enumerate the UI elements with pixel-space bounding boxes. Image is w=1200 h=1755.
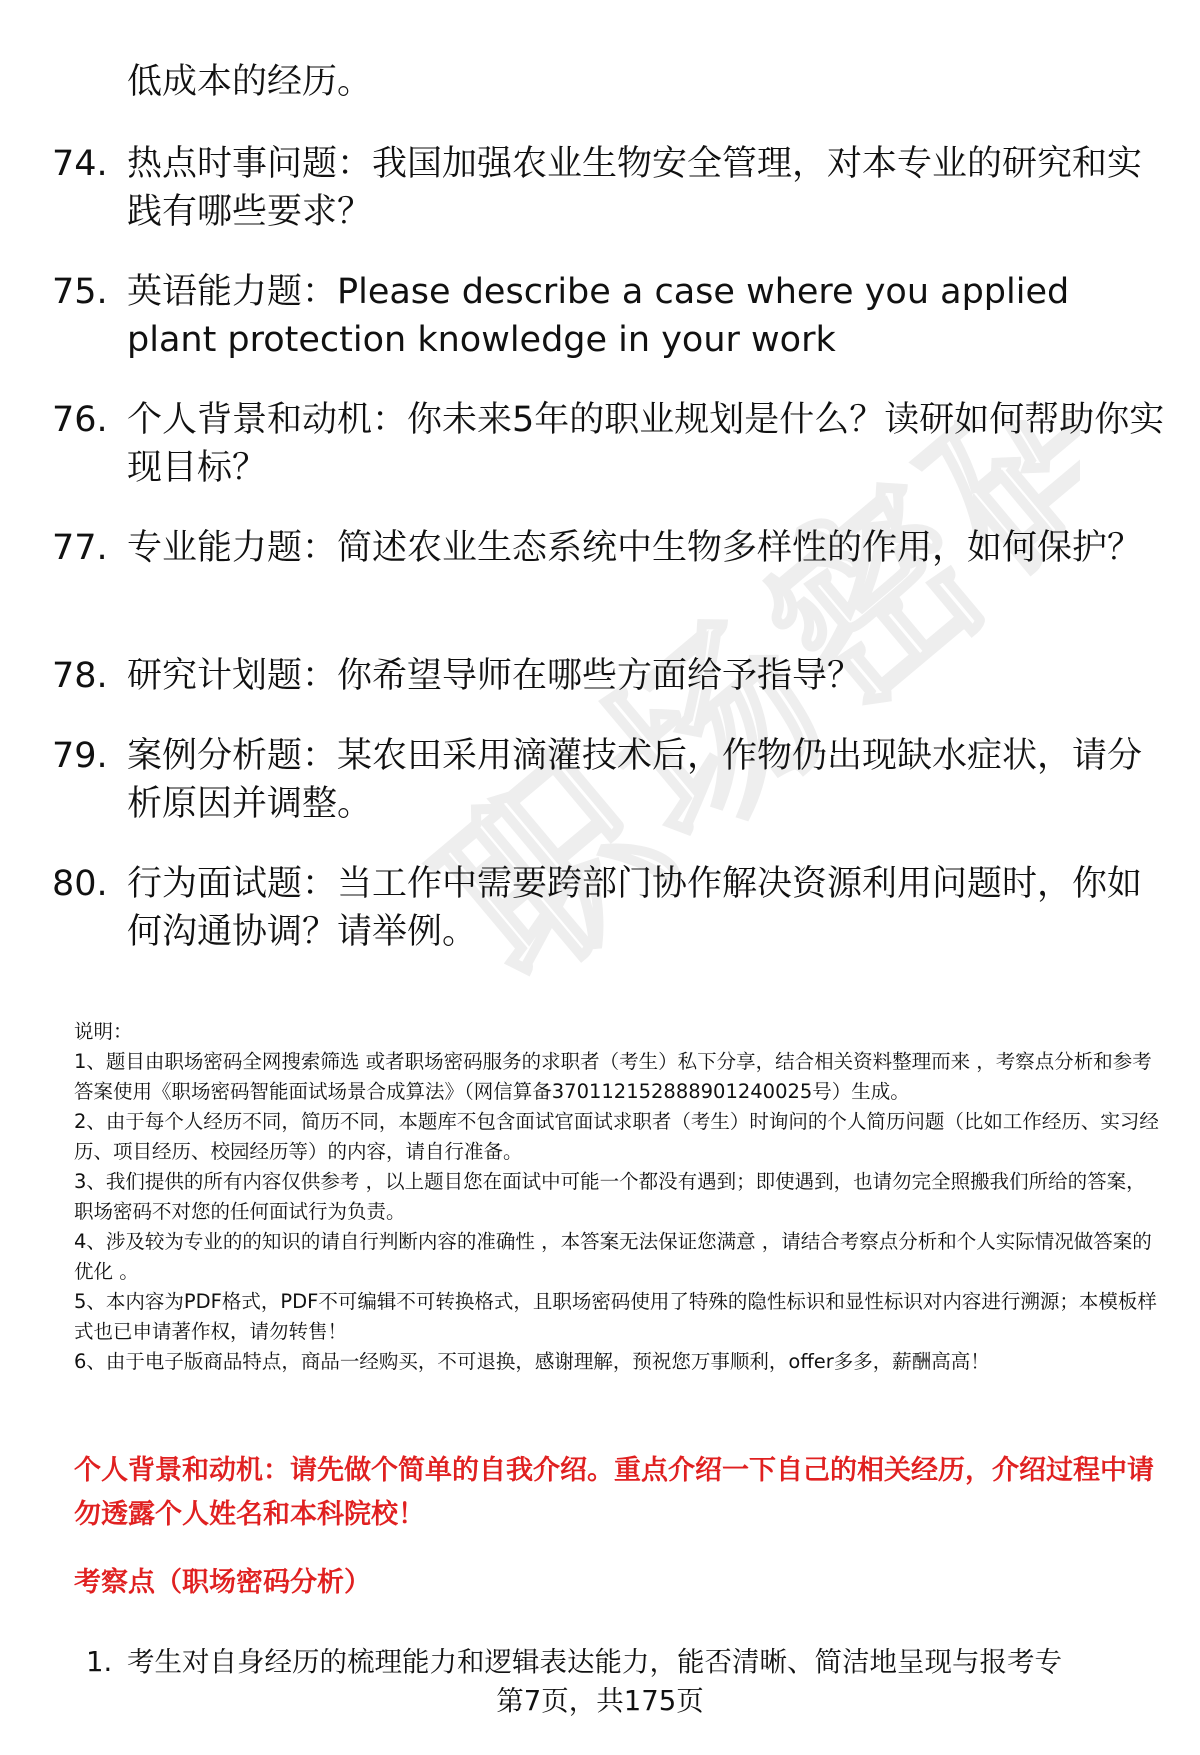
question-item — [0, 524, 1200, 620]
section-heading: 个人背景和动机：请先做个简单的自我介绍。重点介绍一下自己的相关经历，介绍过程中请勿透露个人姓名和本科院校！ — [74, 1455, 1154, 1530]
point-number: 1. — [86, 1646, 113, 1678]
question-text: 专业能力题：简述农业生态系统中生物多样性的作用，如何保护？ — [127, 528, 1143, 568]
question-list — [0, 140, 1200, 988]
point-text: 考生对自身经历的梳理能力和逻辑表达能力，能否清晰、简洁地呈现与报考专 — [127, 1646, 1062, 1678]
question-text: 热点时事问题：我国加强农业生物安全管理，对本专业的研究和实践有哪些要求？ — [127, 144, 1143, 232]
note-item: 2、由于每个人经历不同，简历不同，本题库不包含面试官面试求职者（考生）时询问的个人简历问题（比如工作经历、实习经历、项目经历、校园经历等）的内容，请自行准备。 — [74, 1110, 1159, 1163]
note-item: 6、由于电子版商品特点，商品一经购买，不可退换，感谢理解，预祝您万事顺利，offer多多，薪酬高高！ — [74, 1350, 990, 1373]
question-item — [0, 652, 1200, 700]
question-number: 76. — [52, 400, 108, 440]
question-number: 78. — [52, 656, 108, 696]
analysis-point — [0, 1642, 1200, 1682]
svg-text:职场密码: 职场密码 — [403, 420, 1080, 1020]
question-text: 研究计划题：你希望导师在哪些方面给予指导？ — [127, 656, 863, 696]
question-item — [0, 732, 1200, 828]
note-item: 1、题目由职场密码全网搜索筛选 或者职场密码服务的求职者（考生）私下分享，结合相关资料整理而来 ，考察点分析和参考答案使用《职场密码智能面试场景合成算法》（网信算备370112152888901240025号）生成。 — [74, 1050, 1152, 1103]
question-text: 行为面试题：当工作中需要跨部门协作解决资源利用问题时，你如何沟通协调？请举例。 — [127, 864, 1143, 952]
notes-section — [74, 1017, 1164, 1377]
question-number: 79. — [52, 736, 108, 776]
note-item: 5、本内容为PDF格式，PDF不可编辑不可转换格式，且职场密码使用了特殊的隐性标识和显性标识对内容进行溯源；本模板样式也已申请著作权，请勿转售！ — [74, 1290, 1157, 1343]
question-item — [0, 396, 1200, 492]
question-text: 个人背景和动机：你未来5年的职业规划是什么？读研如何帮助你实现目标？ — [127, 400, 1165, 488]
question-number: 74. — [52, 144, 108, 184]
note-item: 4、涉及较为专业的的知识的请自行判断内容的准确性 ，本答案无法保证您满意 ，请结合考察点分析和个人实际情况做答案的优化 。 — [74, 1230, 1152, 1283]
question-number: 80. — [52, 864, 108, 904]
section-subheading: 考察点（职场密码分析） — [74, 1567, 371, 1598]
question-number: 75. — [52, 272, 108, 312]
question-item — [0, 140, 1200, 236]
question-item — [0, 268, 1200, 364]
continued-text: 低成本的经历。 — [127, 62, 373, 102]
question-text: 案例分析题：某农田采用滴灌技术后，作物仍出现缺水症状，请分析原因并调整。 — [127, 736, 1143, 824]
question-item — [0, 860, 1200, 956]
note-item: 3、我们提供的所有内容仅供参考 ，以上题目您在面试中可能一个都没有遇到；即使遇到，也请勿完全照搬我们所给的答案，职场密码不对您的任何面试行为负责。 — [74, 1170, 1146, 1223]
question-text: 英语能力题：Please describe a case where you applied plant protection knowledge in your work — [127, 272, 1070, 360]
page-footer: 第7页，共175页 — [496, 1685, 704, 1717]
notes-title: 说明： — [74, 1020, 133, 1043]
question-number: 77. — [52, 528, 108, 568]
